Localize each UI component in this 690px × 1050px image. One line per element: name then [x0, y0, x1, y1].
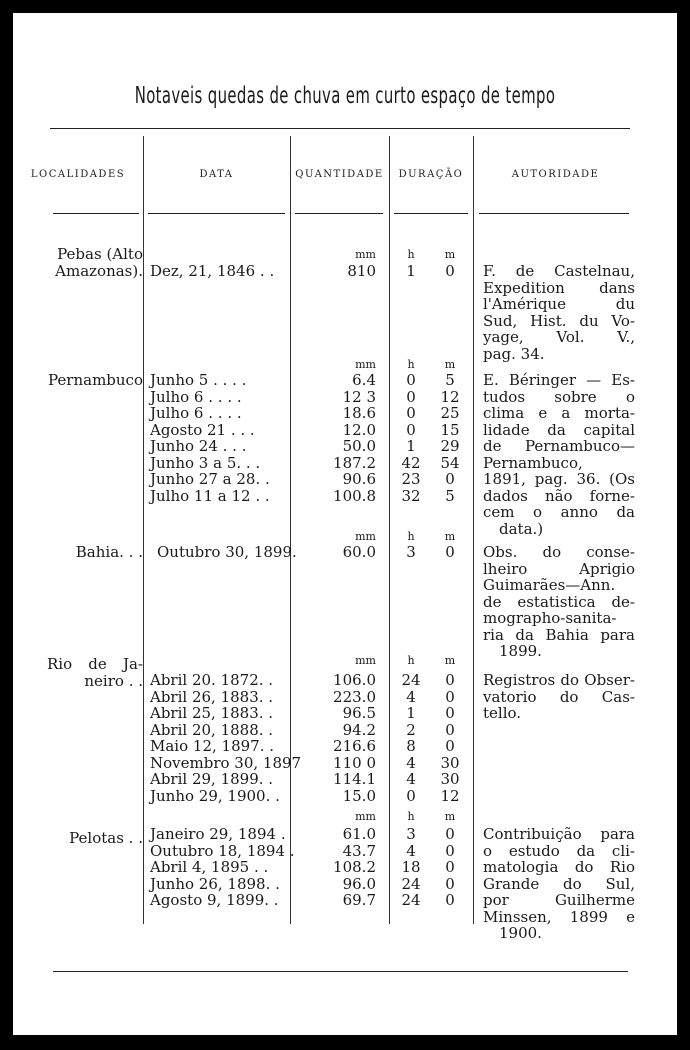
quantity-cell: 60.0 — [342, 543, 376, 561]
duration-minutes-cell: 0 — [445, 891, 455, 909]
authority-line: Minssen, 1899 e — [483, 907, 635, 926]
quantity-cell: 187.2 — [333, 453, 376, 472]
unit-m-label: m — [444, 358, 456, 371]
duration-hours-cell: 0 — [406, 404, 416, 422]
quantity-cell: 110 0 — [333, 753, 376, 772]
unit-mm-label: mm — [355, 654, 376, 667]
duration-minutes-cell: 12 — [440, 786, 460, 805]
date-cell: Novembro 30, 1897 — [150, 753, 302, 772]
header-data: DATA — [199, 169, 234, 180]
unit-m-label: m — [444, 530, 456, 543]
authority-line: Obs. do conse- — [483, 543, 635, 561]
header-localidades: LOCALIDADES — [30, 169, 126, 180]
quantity-cell: 90.6 — [342, 470, 376, 488]
page — [13, 13, 677, 1035]
header-rule-1 — [53, 213, 139, 214]
header-autoridade: AUTORIDADE — [511, 169, 600, 180]
column-divider-2 — [290, 136, 291, 924]
duration-hours-cell: 0 — [406, 786, 416, 805]
authority-line: E. Béringer — Es- — [483, 371, 635, 389]
duration-minutes-cell: 0 — [445, 720, 455, 739]
authority-line: Grande do Sul, — [483, 874, 635, 893]
quantity-cell: 108.2 — [333, 858, 376, 876]
duration-minutes-cell: 25 — [440, 404, 460, 422]
date-cell: Outubro 30, 1899. — [157, 543, 297, 561]
quantity-cell: 18.6 — [342, 404, 376, 422]
duration-hours-cell: 0 — [406, 371, 416, 389]
unit-m-label: m — [444, 810, 456, 823]
quantity-cell: 810 — [347, 262, 376, 280]
duration-hours-cell: 42 — [401, 453, 421, 472]
header-rule-3 — [295, 213, 383, 214]
date-cell: Junho 3 a 5. . . — [150, 453, 261, 472]
authority-line: 1891, pag. 36. (Os — [483, 470, 635, 488]
authority-line: dados não forne- — [483, 486, 635, 505]
unit-mm-label: mm — [355, 358, 376, 371]
duration-minutes-cell: 0 — [445, 874, 455, 893]
duration-hours-cell: 2 — [406, 720, 416, 739]
authority-line: tello. — [483, 704, 522, 722]
rule-bottom — [53, 971, 628, 972]
unit-h-label: h — [407, 654, 415, 667]
authority-line: l'Amérique du — [483, 295, 635, 313]
duration-minutes-cell: 0 — [445, 671, 455, 689]
duration-minutes-cell: 0 — [445, 704, 455, 722]
duration-minutes-cell: 0 — [445, 687, 455, 706]
unit-h-label: h — [407, 530, 415, 543]
duration-hours-cell: 3 — [406, 825, 416, 843]
authority-line: Expedition dans — [483, 278, 635, 297]
date-cell: Abril 25, 1883. . — [150, 704, 274, 722]
duration-hours-cell: 23 — [401, 470, 421, 488]
locality-name: Pelotas . . — [69, 829, 143, 847]
locality-name: Bahia. . . — [75, 543, 143, 561]
header-duracao: DURAÇÃO — [398, 169, 464, 180]
date-cell: Janeiro 29, 1894 . — [150, 825, 286, 843]
date-cell: Junho 26, 1898. . — [150, 874, 280, 893]
quantity-cell: 15.0 — [342, 786, 376, 805]
rule-top — [50, 128, 630, 129]
date-cell: Julho 11 a 12 . . — [150, 486, 270, 505]
quantity-cell: 61.0 — [342, 825, 376, 843]
authority-line: yage, Vol. V., — [483, 328, 635, 346]
duration-minutes-cell: 12 — [440, 387, 460, 406]
date-cell: Dez, 21, 1846 . . — [150, 262, 275, 280]
authority-line: 1899. — [499, 642, 542, 660]
column-divider-3 — [389, 136, 390, 924]
date-cell: Agosto 21 . . . — [150, 420, 255, 439]
duration-hours-cell: 4 — [406, 841, 416, 860]
duration-hours-cell: 4 — [406, 753, 416, 772]
duration-minutes-cell: 54 — [440, 453, 460, 472]
duration-hours-cell: 0 — [406, 387, 416, 406]
authority-line: data.) — [499, 519, 544, 538]
date-cell: Outubro 18, 1894 . — [150, 841, 295, 860]
duration-hours-cell: 8 — [406, 737, 416, 755]
date-cell: Junho 29, 1900. . — [150, 786, 280, 805]
unit-mm-label: mm — [355, 248, 376, 261]
quantity-cell: 106.0 — [333, 671, 376, 689]
authority-line: mographo-sanita- — [483, 609, 617, 627]
locality-name: Pebas (Alto — [57, 245, 143, 263]
header-rule-4 — [394, 213, 468, 214]
locality-name: Pernambuco — [48, 371, 143, 389]
authority-line: Sud, Hist. du Vo- — [483, 311, 635, 330]
date-cell: Maio 12, 1897. . — [150, 737, 274, 755]
duration-hours-cell: 4 — [406, 770, 416, 788]
date-cell: Julho 6 . . . . — [150, 387, 242, 406]
unit-mm-label: mm — [355, 530, 376, 543]
authority-line: clima e a morta- — [483, 404, 635, 422]
date-cell: Abril 4, 1895 . . — [150, 858, 269, 876]
page-title: Notaveis quedas de chuva em curto espaço de tempo — [134, 83, 556, 109]
duration-hours-cell: 18 — [401, 858, 421, 876]
locality-name: neiro . . — [84, 671, 143, 690]
authority-line: Contribuição para — [483, 825, 635, 843]
authority-line: F. de Castelnau, — [483, 262, 635, 280]
authority-line: Guimarães—Ann. — [483, 576, 616, 594]
quantity-cell: 96.0 — [342, 874, 376, 893]
duration-minutes-cell: 30 — [440, 753, 460, 772]
authority-line: pag. 34. — [483, 344, 545, 363]
locality-name: Rio de Ja- — [47, 655, 143, 673]
duration-hours-cell: 1 — [406, 704, 416, 722]
date-cell: Julho 6 . . . . — [150, 404, 242, 422]
authority-line: lheiro Aprigio — [483, 559, 635, 578]
date-cell: Abril 20. 1872. . — [150, 671, 274, 689]
date-cell: Junho 27 a 28. . — [150, 470, 270, 488]
duration-hours-cell: 1 — [406, 262, 416, 280]
duration-hours-cell: 4 — [406, 687, 416, 706]
quantity-cell: 100.8 — [333, 486, 376, 505]
quantity-cell: 96.5 — [342, 704, 376, 722]
date-cell: Junho 24 . . . — [150, 437, 247, 455]
authority-line: ria da Bahia para — [483, 625, 635, 644]
unit-m-label: m — [444, 654, 456, 667]
authority-line: cem o anno da — [483, 503, 635, 521]
column-divider-1 — [143, 136, 144, 924]
authority-line: 1900. — [499, 924, 542, 942]
authority-line: Pernambuco, — [483, 453, 583, 472]
header-quantidade: QUANTIDADE — [295, 169, 384, 180]
duration-minutes-cell: 0 — [445, 543, 455, 561]
authority-line: de Pernambuco— — [483, 437, 635, 455]
authority-line: matologia do Rio — [483, 858, 635, 876]
authority-line: o estudo da cli- — [483, 841, 635, 860]
quantity-cell: 50.0 — [342, 437, 376, 455]
quantity-cell: 94.2 — [342, 720, 376, 739]
quantity-cell: 12.0 — [342, 420, 376, 439]
duration-hours-cell: 32 — [401, 486, 421, 505]
duration-minutes-cell: 0 — [445, 858, 455, 876]
authority-line: lidade da capital — [483, 420, 635, 439]
authority-line: Registros do Obser- — [483, 671, 635, 689]
duration-minutes-cell: 15 — [440, 420, 460, 439]
authority-line: vatorio do Cas- — [483, 687, 635, 706]
duration-hours-cell: 24 — [401, 671, 421, 689]
unit-h-label: h — [407, 810, 415, 823]
quantity-cell: 12 3 — [342, 387, 376, 406]
column-divider-4 — [473, 136, 474, 924]
authority-line: de estatistica de- — [483, 592, 635, 611]
duration-hours-cell: 24 — [401, 891, 421, 909]
duration-minutes-cell: 5 — [445, 371, 455, 389]
duration-hours-cell: 24 — [401, 874, 421, 893]
quantity-cell: 223.0 — [333, 687, 376, 706]
quantity-cell: 69.7 — [342, 891, 376, 909]
duration-hours-cell: 1 — [406, 437, 416, 455]
quantity-cell: 114.1 — [333, 770, 376, 788]
duration-minutes-cell: 0 — [445, 825, 455, 843]
duration-minutes-cell: 29 — [440, 437, 460, 455]
quantity-cell: 43.7 — [342, 841, 376, 860]
duration-minutes-cell: 30 — [440, 770, 460, 788]
duration-minutes-cell: 0 — [445, 470, 455, 488]
duration-minutes-cell: 5 — [445, 486, 455, 505]
quantity-cell: 216.6 — [333, 737, 376, 755]
date-cell: Junho 5 . . . . — [150, 371, 247, 389]
duration-minutes-cell: 0 — [445, 737, 455, 755]
duration-minutes-cell: 0 — [445, 262, 455, 280]
date-cell: Abril 26, 1883. . — [150, 687, 274, 706]
authority-line: por Guilherme — [483, 891, 635, 909]
authority-line: tudos sobre o — [483, 387, 635, 406]
unit-h-label: h — [407, 358, 415, 371]
duration-hours-cell: 0 — [406, 420, 416, 439]
header-rule-2 — [148, 213, 285, 214]
locality-name: Amazonas). — [55, 261, 143, 280]
duration-minutes-cell: 0 — [445, 841, 455, 860]
unit-m-label: m — [444, 248, 456, 261]
unit-mm-label: mm — [355, 810, 376, 823]
date-cell: Agosto 9, 1899. . — [150, 891, 279, 909]
duration-hours-cell: 3 — [406, 543, 416, 561]
date-cell: Abril 20, 1888. . — [150, 720, 274, 739]
date-cell: Abril 29, 1899. . — [150, 770, 274, 788]
header-rule-5 — [479, 213, 629, 214]
unit-h-label: h — [407, 248, 415, 261]
quantity-cell: 6.4 — [352, 371, 376, 389]
